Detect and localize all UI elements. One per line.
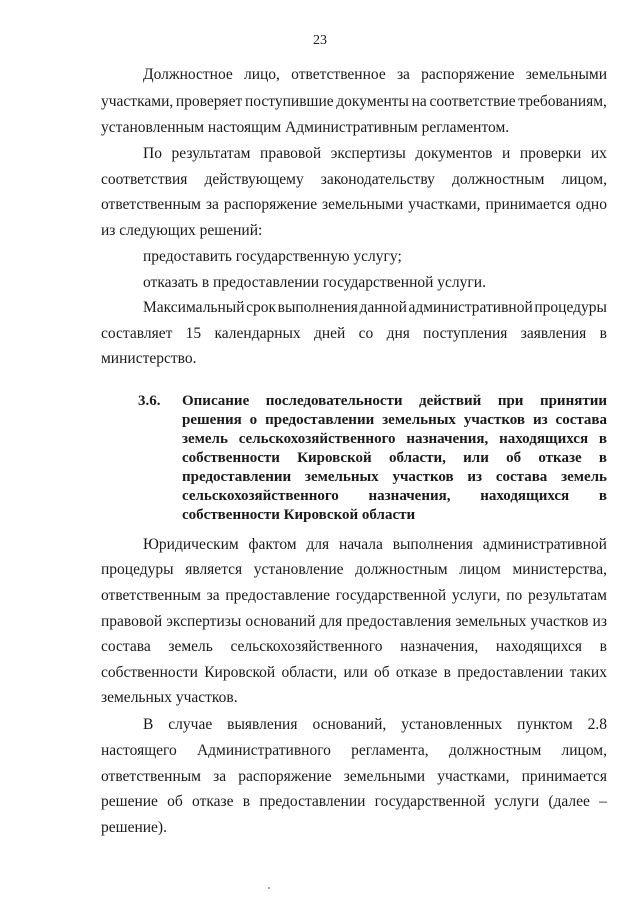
word: 2.8: [587, 716, 607, 733]
text-line: [101, 325, 607, 343]
word: области,: [281, 664, 338, 681]
text-line: [101, 742, 607, 760]
word: за: [205, 196, 219, 213]
word: государственной: [335, 587, 447, 604]
word: предоставление: [225, 587, 331, 604]
word: отказе: [395, 664, 438, 681]
word: за: [213, 768, 227, 785]
word: распоряжение: [421, 66, 515, 83]
text-line: [143, 145, 607, 163]
word: заявления: [520, 325, 587, 342]
text-line: [101, 793, 607, 811]
word: Кировской: [297, 450, 372, 466]
word: их: [590, 145, 607, 162]
text-line: [143, 716, 607, 734]
word: сельскохозяйственного: [238, 431, 396, 447]
word: предоставлении: [259, 793, 366, 810]
word: составляет: [101, 325, 173, 342]
word: собственности: [101, 664, 198, 681]
word: пунктом: [517, 716, 573, 733]
scan-speck: [268, 887, 270, 889]
word: По: [143, 145, 162, 162]
word: действующему: [204, 171, 304, 188]
word: земель: [561, 469, 607, 485]
word: предоставлении: [457, 664, 564, 681]
text-line: [101, 561, 607, 579]
word: последовательности: [265, 393, 403, 409]
option-item: отказать в предоставлении государственной услуги.: [143, 274, 486, 291]
word: ответственным: [101, 196, 201, 213]
word: правовой: [260, 145, 322, 162]
word: календарных: [214, 325, 301, 342]
word: для: [319, 613, 343, 630]
word: срок: [246, 299, 277, 316]
word: Максимальный: [143, 299, 245, 316]
word: фактом: [248, 536, 297, 553]
word: находящихся: [495, 638, 583, 655]
word: лицом,: [561, 742, 607, 759]
heading-line: [182, 431, 607, 448]
word: настоящего: [101, 742, 177, 759]
heading-line: [182, 393, 607, 410]
word: должностным: [448, 742, 542, 759]
word: или: [343, 664, 368, 681]
word: находящихся: [480, 488, 570, 504]
word: оснований,: [312, 716, 387, 733]
word: Юридическим: [143, 536, 239, 553]
word: –: [599, 793, 607, 810]
word: участков: [463, 412, 526, 428]
word: или: [463, 450, 489, 466]
word: документов: [415, 145, 493, 162]
word: соответствие: [429, 93, 516, 110]
word: административной: [408, 299, 533, 316]
heading-line: [182, 488, 607, 505]
text-line: установленным настоящим Административным регламентом.: [101, 119, 510, 136]
word: В: [143, 716, 154, 733]
word: состава: [101, 638, 151, 655]
word: участками,: [408, 196, 481, 213]
text-line: земельных участков.: [101, 689, 238, 706]
word: со: [358, 325, 374, 342]
word: дней: [313, 325, 346, 342]
word: законодательству: [320, 171, 435, 188]
word: Описание: [182, 393, 250, 409]
word: по: [506, 587, 523, 604]
word: об: [167, 793, 183, 810]
word: принимается: [485, 196, 571, 213]
page-number: 23: [313, 33, 327, 48]
text-line: [143, 299, 607, 317]
word: назначения,: [368, 488, 451, 504]
word: об: [506, 450, 522, 466]
word: предоставлении: [182, 469, 292, 485]
word: земельными: [343, 768, 426, 785]
word: о: [249, 412, 258, 428]
word: решения: [182, 412, 242, 428]
word: результатам: [171, 145, 251, 162]
text-line: [101, 613, 607, 631]
word: данной: [359, 299, 407, 316]
text-line: [143, 536, 607, 554]
word: ответственное: [291, 66, 386, 83]
text-line: министерство.: [101, 350, 197, 367]
word: проверяет: [175, 93, 243, 110]
word: лицо,: [243, 66, 280, 83]
word: поступившие: [244, 93, 334, 110]
word: в: [598, 450, 607, 466]
word: находящихся: [499, 431, 589, 447]
word: 15: [185, 325, 202, 342]
text-line: [101, 664, 607, 682]
word: выполнения: [392, 536, 473, 553]
text-line: [143, 66, 607, 84]
word: земельными: [322, 196, 404, 213]
word: оснований: [245, 613, 316, 630]
word: дня: [386, 325, 410, 342]
word: сельскохозяйственного: [182, 488, 339, 504]
word: процедуры: [101, 561, 174, 578]
word: выполнения: [277, 299, 358, 316]
word: министерства,: [512, 561, 607, 578]
word: земельных: [382, 412, 456, 428]
word: за: [206, 587, 220, 604]
word: земельных: [455, 613, 527, 630]
word: за: [396, 66, 410, 83]
word: земель: [168, 638, 213, 655]
word: предоставлении: [265, 412, 375, 428]
text-line: [101, 587, 607, 605]
word: из: [592, 613, 607, 630]
word: лицом,: [561, 171, 607, 188]
word: назначения,: [406, 431, 489, 447]
word: сельскохозяйственного: [230, 638, 383, 655]
word: распоряжение: [223, 196, 318, 213]
word: в: [443, 664, 451, 681]
word: на: [411, 93, 427, 110]
word: установленных: [401, 716, 503, 733]
text-line: [101, 93, 607, 111]
heading-line: [182, 412, 607, 429]
word: выявления: [227, 716, 298, 733]
word: для: [306, 536, 330, 553]
word: начала: [338, 536, 383, 553]
word: участками,: [437, 768, 510, 785]
text-line: [101, 768, 607, 786]
word: ответственным: [101, 587, 201, 604]
word: случае: [168, 716, 213, 733]
word: действий: [419, 393, 482, 409]
word: лицом: [459, 561, 501, 578]
word: состава: [495, 469, 548, 485]
word: процедуры: [534, 299, 607, 316]
word: в: [599, 638, 607, 655]
word: установление: [253, 561, 344, 578]
word: из: [532, 412, 548, 428]
word: Административного: [196, 742, 331, 759]
word: ответственным: [101, 768, 201, 785]
text-line: из следующих решений:: [101, 222, 263, 239]
word: предоставления: [346, 613, 452, 630]
word: принимается: [521, 768, 607, 785]
word: отказе: [538, 450, 582, 466]
word: государственной: [374, 793, 486, 810]
word: и: [501, 145, 511, 162]
word: должностным: [451, 171, 545, 188]
word: услуги,: [451, 587, 501, 604]
option-item: предоставить государственную услугу;: [143, 248, 402, 265]
text-line: [101, 171, 607, 189]
word: услуги: [494, 793, 540, 810]
word: должностным: [355, 561, 448, 578]
word: из: [467, 469, 483, 485]
word: (далее: [548, 793, 590, 810]
word: при: [497, 393, 524, 409]
word: экспертизы: [330, 145, 406, 162]
word: соответствия: [101, 171, 188, 188]
word: участками,: [101, 93, 174, 110]
heading-line: [182, 450, 607, 467]
word: в: [599, 325, 607, 342]
word: таких: [569, 664, 607, 681]
text-line: решение).: [101, 819, 167, 836]
word: участков: [530, 613, 589, 630]
word: требованиям,: [518, 93, 607, 110]
word: собственности: [182, 450, 280, 466]
word: земель: [182, 431, 228, 447]
word: земельными: [525, 66, 607, 83]
text-line: [101, 196, 607, 214]
word: назначения,: [400, 638, 479, 655]
word: регламента,: [351, 742, 429, 759]
word: результатам: [527, 587, 607, 604]
word: является: [185, 561, 243, 578]
word: об: [374, 664, 390, 681]
word: решение: [101, 793, 158, 810]
text-line: [101, 638, 607, 656]
word: распоряжение: [238, 768, 332, 785]
word: поступления: [423, 325, 508, 342]
word: проверки: [519, 145, 582, 162]
word: одно: [575, 196, 607, 213]
word: документы: [336, 93, 409, 110]
word: экспертизы: [166, 613, 242, 630]
word: в: [598, 488, 607, 504]
section-number: 3.6.: [138, 393, 161, 409]
word: правовой: [101, 613, 163, 630]
word: в: [242, 793, 251, 810]
word: земельных: [304, 469, 379, 485]
word: состава: [555, 412, 607, 428]
word: в: [598, 431, 607, 447]
word: принятии: [539, 393, 607, 409]
word: административной: [482, 536, 607, 553]
word: отказе: [192, 793, 234, 810]
heading-line: [182, 469, 607, 486]
word: Должностное: [143, 66, 233, 83]
word: участков: [392, 469, 454, 485]
word: Кировской: [204, 664, 276, 681]
heading-line: собственности Кировской области: [182, 507, 416, 523]
word: области,: [388, 450, 446, 466]
